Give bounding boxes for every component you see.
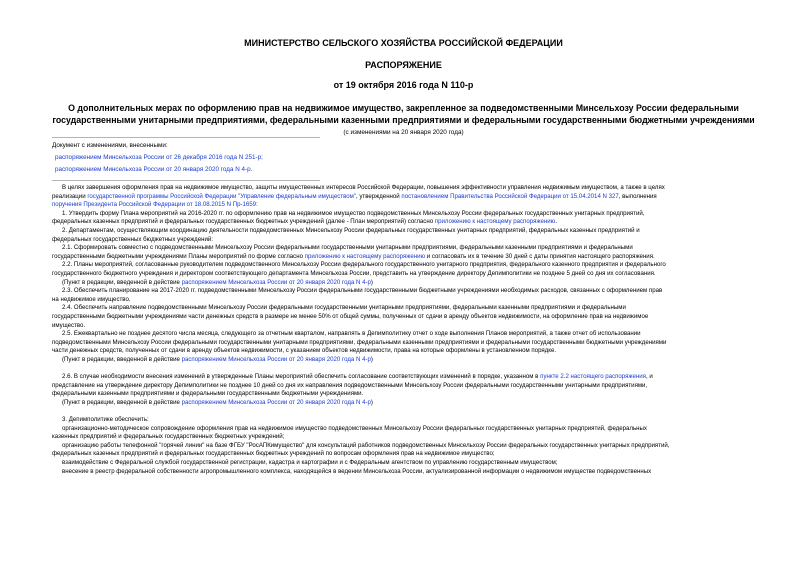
paragraph-line bbox=[52, 253, 758, 262]
paragraph-line: организационно-методическое сопровождение оформления прав на недвижимое имущество подведомственных Минсельхозу России федеральных государственных унитарных предприятий, федеральных bbox=[62, 424, 647, 432]
paragraph-line: организацию работы телефонной "горячей линии" на базе ФГБУ "РосАПКимущество" для консультаций работников подведомственных Минсельхозу России федеральных государственных унитарных предприятий, bbox=[62, 441, 670, 449]
paragraph-line: подведомственными Минсельхозу России федеральными государственными унитарными предприятиями, федеральными казенными предприятиями и федеральными государственными бюджетными учреждениями bbox=[52, 338, 667, 346]
paragraph-line: 2.1. Сформировать совместно с подведомственными Минсельхозу России федеральными государственными унитарными предприятиями, федеральными казенными предприятиями и федеральными bbox=[62, 244, 633, 252]
text: , выполнения bbox=[618, 192, 657, 200]
paragraph-line: 1. Утвердить форму Плана мероприятий на 2016-2020 гг. по оформлению прав на недвижимое имущество подведомственных Минсельхозу России федеральных государственных унитарных предприятий, bbox=[62, 209, 645, 217]
divider bbox=[52, 137, 320, 138]
text: . bbox=[555, 218, 557, 226]
document-type: РАСПОРЯЖЕНИЕ bbox=[365, 60, 442, 70]
paragraph-line: 2.5. Ежеквартально не позднее десятого числа месяца, следующего за отчетным кварталом, направлять в Депимполитику отчет о ходе выполнения Планов мероприятий, а также отчет об использовании bbox=[62, 330, 641, 338]
amendment-link[interactable]: распоряжением Минсельхоза России от 26 декабря 2016 года N 251-р; bbox=[55, 154, 263, 161]
text: ) bbox=[370, 355, 373, 363]
paragraph-line: государственными бюджетными учреждениями части денежных средств в размере не менее 50% от общей суммы, полученных от сдачи в аренду объектов недвижимости, на оформление прав на недвижимое bbox=[52, 312, 649, 320]
amendment-link[interactable]: распоряжением Минсельхоза России от 20 января 2020 года N 4-р. bbox=[55, 166, 253, 173]
paragraph-line: представление на утверждение директору Депимполитики не позднее 10 дней со дня их направления подведомственными Минсельхозу России федеральными государственными унитарными предприятиями, bbox=[52, 381, 648, 389]
text: государственными бюджетными учреждениями Планы мероприятий по форме согласно bbox=[52, 252, 303, 260]
changes-block bbox=[52, 140, 263, 176]
paragraph-line: взаимодействие с Федеральной службой государственной регистрации, кадастра и картографии и с Федеральным агентством по управлению государственным имуществом; bbox=[62, 459, 558, 466]
paragraph-line: части денежных средств, полученных от сдачи в аренду объектов недвижимости, с указанием объектов недвижимости, права на которые оформлены в установленном порядке. bbox=[52, 347, 557, 355]
spacer bbox=[52, 364, 758, 373]
paragraph-line bbox=[52, 201, 758, 210]
instruction-link[interactable]: поручения Президента Российской Федерации от 18.08.2015 N Пр-1659 bbox=[52, 201, 257, 209]
spacer bbox=[52, 407, 758, 416]
text: , утвержденной bbox=[356, 192, 400, 200]
text: 2.6. В случае необходимости внесения изменений в утвержденные Планы мероприятий обеспечить согласование соответствующих изменений в порядке, указанном в bbox=[62, 373, 539, 381]
paragraph-line: внесение в реестр федеральной собственности агропромышленного комплекса, находящейся в ведении Минсельхоза России, актуализированной информации о недвижимом имуществе подведомственных bbox=[62, 467, 652, 475]
text: ) bbox=[370, 278, 373, 286]
amendment-link[interactable]: распоряжением Минсельхоза России от 20 января 2020 года N 4-р bbox=[181, 355, 371, 363]
paragraph-line: казенных предприятий и федеральных государственных бюджетных учреждений; bbox=[52, 433, 285, 441]
text: федеральных казенных предприятий и федеральных государственных бюджетных учреждений (далее - План мероприятий) согласно bbox=[52, 218, 434, 226]
document-date-number: от 19 октября 2016 года N 110-р bbox=[333, 80, 474, 90]
text: и согласовать их в течение 30 дней с даты принятия настоящего распоряжения. bbox=[426, 252, 655, 260]
edition-note-line bbox=[52, 279, 758, 288]
paragraph-line: 2.3. Обеспечить планирование на 2017-2020 гг. подведомственными Минсельхозу России федеральными государственными бюджетными учреждениями необходимых расходов, связанных с оформлением прав bbox=[62, 287, 663, 295]
text: , и bbox=[645, 373, 653, 381]
text: (Пункт в редакции, введенной в действие bbox=[62, 398, 180, 406]
edition-note-line bbox=[52, 399, 758, 408]
text: (Пункт в редакции, введенной в действие bbox=[62, 355, 180, 363]
program-link[interactable]: государственной программы Российской Федерации "Управление федеральным имуществом" bbox=[87, 192, 356, 200]
document-body bbox=[52, 184, 758, 476]
document-title bbox=[0, 102, 807, 126]
amendment-link[interactable]: распоряжением Минсельхоза России от 20 января 2020 года N 4-р bbox=[181, 398, 371, 406]
changes-label: Документ с изменениями, внесенными: bbox=[52, 142, 168, 149]
appendix-link[interactable]: приложению к настоящему распоряжению bbox=[304, 252, 426, 260]
paragraph-line: 2.4. Обеспечить направление подведомственными Минсельхозу России федеральными государственными унитарными предприятиями, федеральными казенными предприятиями и федеральными bbox=[62, 304, 626, 312]
amendment-link[interactable]: распоряжением Минсельхоза России от 20 января 2020 года N 4-р bbox=[181, 278, 371, 286]
text: ) bbox=[370, 398, 373, 406]
text: реализации bbox=[52, 192, 86, 200]
paragraph-line: 2.2. Планы мероприятий, согласованные руководителем подведомственного Минсельхозу России федерального государственного унитарного предприятия, федерального казенного предприятия и федерального bbox=[62, 261, 666, 269]
resolution-link[interactable]: постановлением Правительства Российской Федерации от 15.04.2014 N 327 bbox=[401, 192, 619, 200]
paragraph-line: 2. Департаментам, осуществляющим координацию деятельности подведомственных Минсельхозу России федеральных государственных унитарных предприятий, федеральных казенных предприятий и bbox=[62, 226, 640, 234]
paragraph-line bbox=[52, 218, 758, 227]
paragraph-line: федеральными казенными предприятиями и федеральными государственными бюджетными учреждениями. bbox=[52, 390, 364, 398]
edition-note: (с изменениями на 20 января 2020 года) bbox=[343, 129, 464, 136]
appendix-link[interactable]: приложению к настоящему распоряжению bbox=[434, 218, 556, 226]
title-line: государственными унитарными предприятиями, федеральными казенными предприятиями и федеральными государственными бюджетными учреждениями bbox=[52, 115, 755, 125]
paragraph-line: на недвижимое имущество. bbox=[52, 295, 131, 303]
divider bbox=[52, 180, 320, 181]
paragraph-line: государственного бюджетного учреждения и директором соответствующего департамента Минсельхоза России, представить на утверждение директору Депимполитики не позднее 5 дней со дня их согласования. bbox=[52, 269, 656, 277]
title-line: О дополнительных мерах по оформлению прав на недвижимое имущество, закрепленное за подведомственными Минсельхозу России федеральными bbox=[68, 103, 739, 113]
edition-note-line bbox=[52, 356, 758, 365]
paragraph-line: В целях завершения оформления прав на недвижимое имущество, защиты имущественных интересов Российской Федерации, повышения эффективности управления недвижимым имуществом, а также в целях bbox=[62, 184, 665, 191]
paragraph-line: имущество. bbox=[52, 321, 86, 329]
clause-link[interactable]: пункте 2.2 настоящего распоряжения bbox=[540, 373, 646, 381]
ministry-heading: МИНИСТЕРСТВО СЕЛЬСКОГО ХОЗЯЙСТВА РОССИЙСКОЙ ФЕДЕРАЦИИ bbox=[244, 38, 563, 48]
paragraph-line: федеральных казенных предприятий и федеральных государственных бюджетных учреждений по вопросам оформления прав на недвижимое имущество; bbox=[52, 450, 495, 458]
paragraph-line bbox=[52, 373, 758, 382]
paragraph-line: 3. Депимполитике обеспечить: bbox=[62, 416, 149, 424]
text: : bbox=[256, 201, 258, 209]
text: (Пункт в редакции, введенной в действие bbox=[62, 278, 180, 286]
paragraph-line bbox=[52, 193, 758, 202]
paragraph-line: федеральных государственных бюджетных учреждений: bbox=[52, 235, 213, 243]
